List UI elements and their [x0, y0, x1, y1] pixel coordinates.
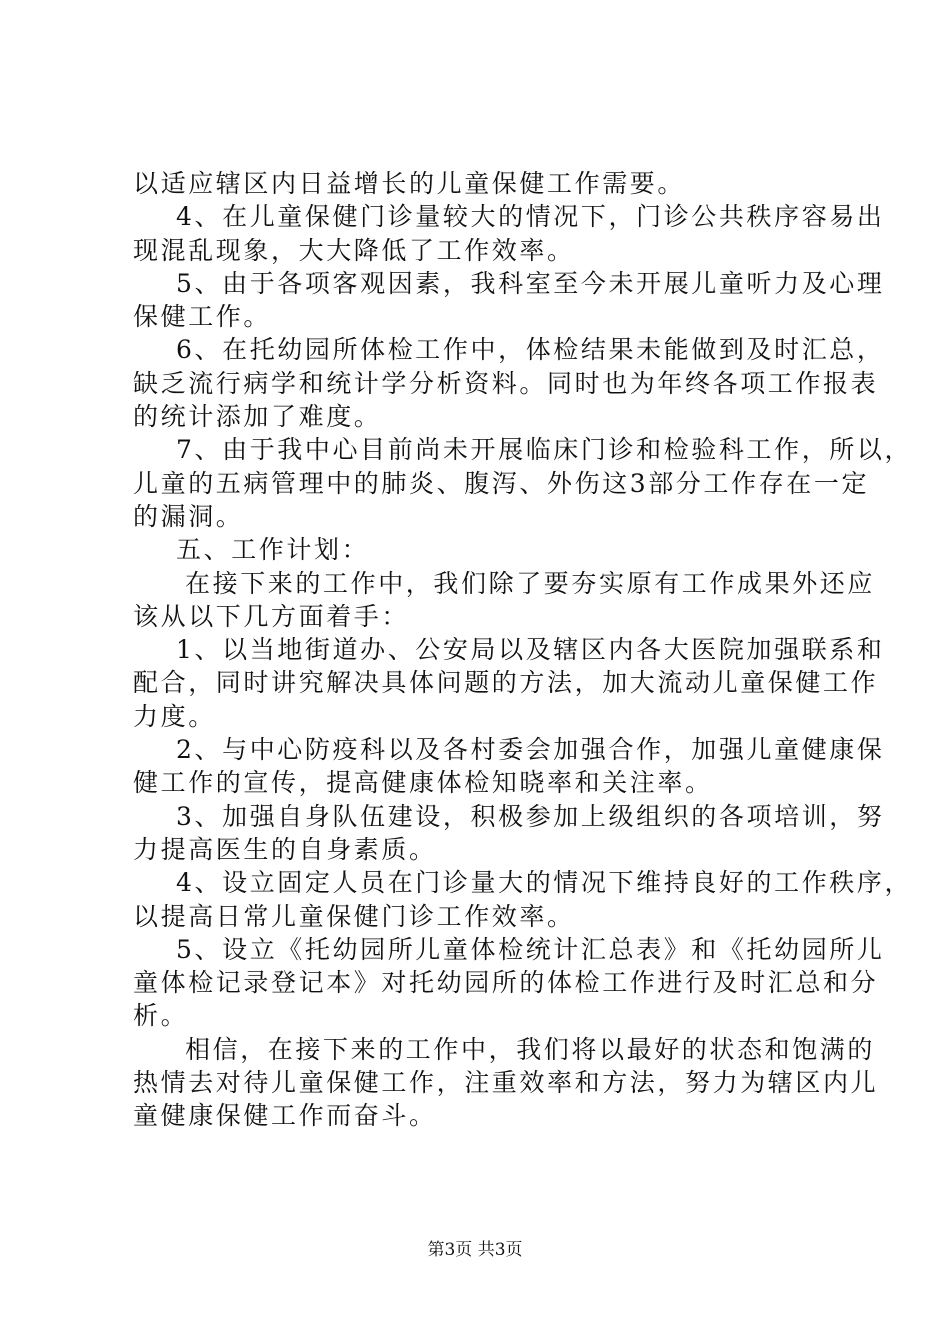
text-line: 4、设立固定人员在门诊量大的情况下维持良好的工作秩序，	[176, 868, 913, 898]
text-line: 以适应辖区内日益增长的儿童保健工作需要。	[133, 169, 686, 198]
document-body	[133, 167, 913, 1133]
text-line: 7、由于我中心目前尚未开展临床门诊和检验科工作，所以，	[176, 435, 913, 465]
page-footer: 第3页 共3页	[427, 1240, 523, 1260]
text-line: 的统计添加了难度。	[133, 402, 382, 432]
text-line: 以提高日常儿童保健门诊工作效率。	[133, 901, 575, 931]
text-line: 5、设立《托幼园所儿童体检统计汇总表》和《托幼园所儿	[176, 934, 885, 964]
text-line: 保健工作。	[133, 302, 272, 332]
text-line: 5、由于各项客观因素，我科室至今未开展儿童听力及心理	[176, 268, 885, 298]
text-line: 儿童的五病管理中的肺炎、腹泻、外伤这3部分工作存在一定	[133, 468, 870, 498]
text-line: 热情去对待儿童保健工作，注重效率和方法，努力为辖区内儿	[133, 1068, 879, 1098]
text-line: 在接下来的工作中，我们除了要夯实原有工作成果外还应	[185, 568, 876, 598]
text-line: 相信，在接下来的工作中，我们将以最好的状态和饱满的	[185, 1034, 876, 1064]
text-line: 析。	[133, 1001, 189, 1031]
text-line: 1、以当地街道办、公安局以及辖区内各大医院加强联系和	[176, 635, 885, 665]
text-line: 的漏洞。	[133, 501, 244, 531]
text-line: 健工作的宣传，提高健康体检知晓率和关注率。	[133, 768, 713, 798]
text-line: 6、在托幼园所体检工作中，体检结果未能做到及时汇总，	[176, 335, 885, 365]
text-line: 该从以下几方面着手：	[133, 601, 410, 631]
text-line: 配合，同时讲究解决具体问题的方法，加大流动儿童保健工作	[133, 668, 879, 698]
text-line: 力提高医生的自身素质。	[133, 834, 437, 864]
text-line: 童体检记录登记本》对托幼园所的体检工作进行及时汇总和分	[133, 968, 879, 998]
text-line: 2、与中心防疫科以及各村委会加强合作，加强儿童健康保	[176, 735, 885, 765]
text-line: 缺乏流行病学和统计学分析资料。同时也为年终各项工作报表	[133, 368, 879, 398]
text-line: 现混乱现象，大大降低了工作效率。	[133, 235, 575, 265]
text-line: 力度。	[133, 701, 216, 731]
text-line: 4、在儿童保健门诊量较大的情况下，门诊公共秩序容易出	[176, 202, 885, 232]
text-line: 3、加强自身队伍建设，积极参加上级组织的各项培训，努	[176, 801, 885, 831]
text-line: 五、工作计划：	[176, 535, 370, 565]
text-line: 童健康保健工作而奋斗。	[133, 1101, 437, 1131]
